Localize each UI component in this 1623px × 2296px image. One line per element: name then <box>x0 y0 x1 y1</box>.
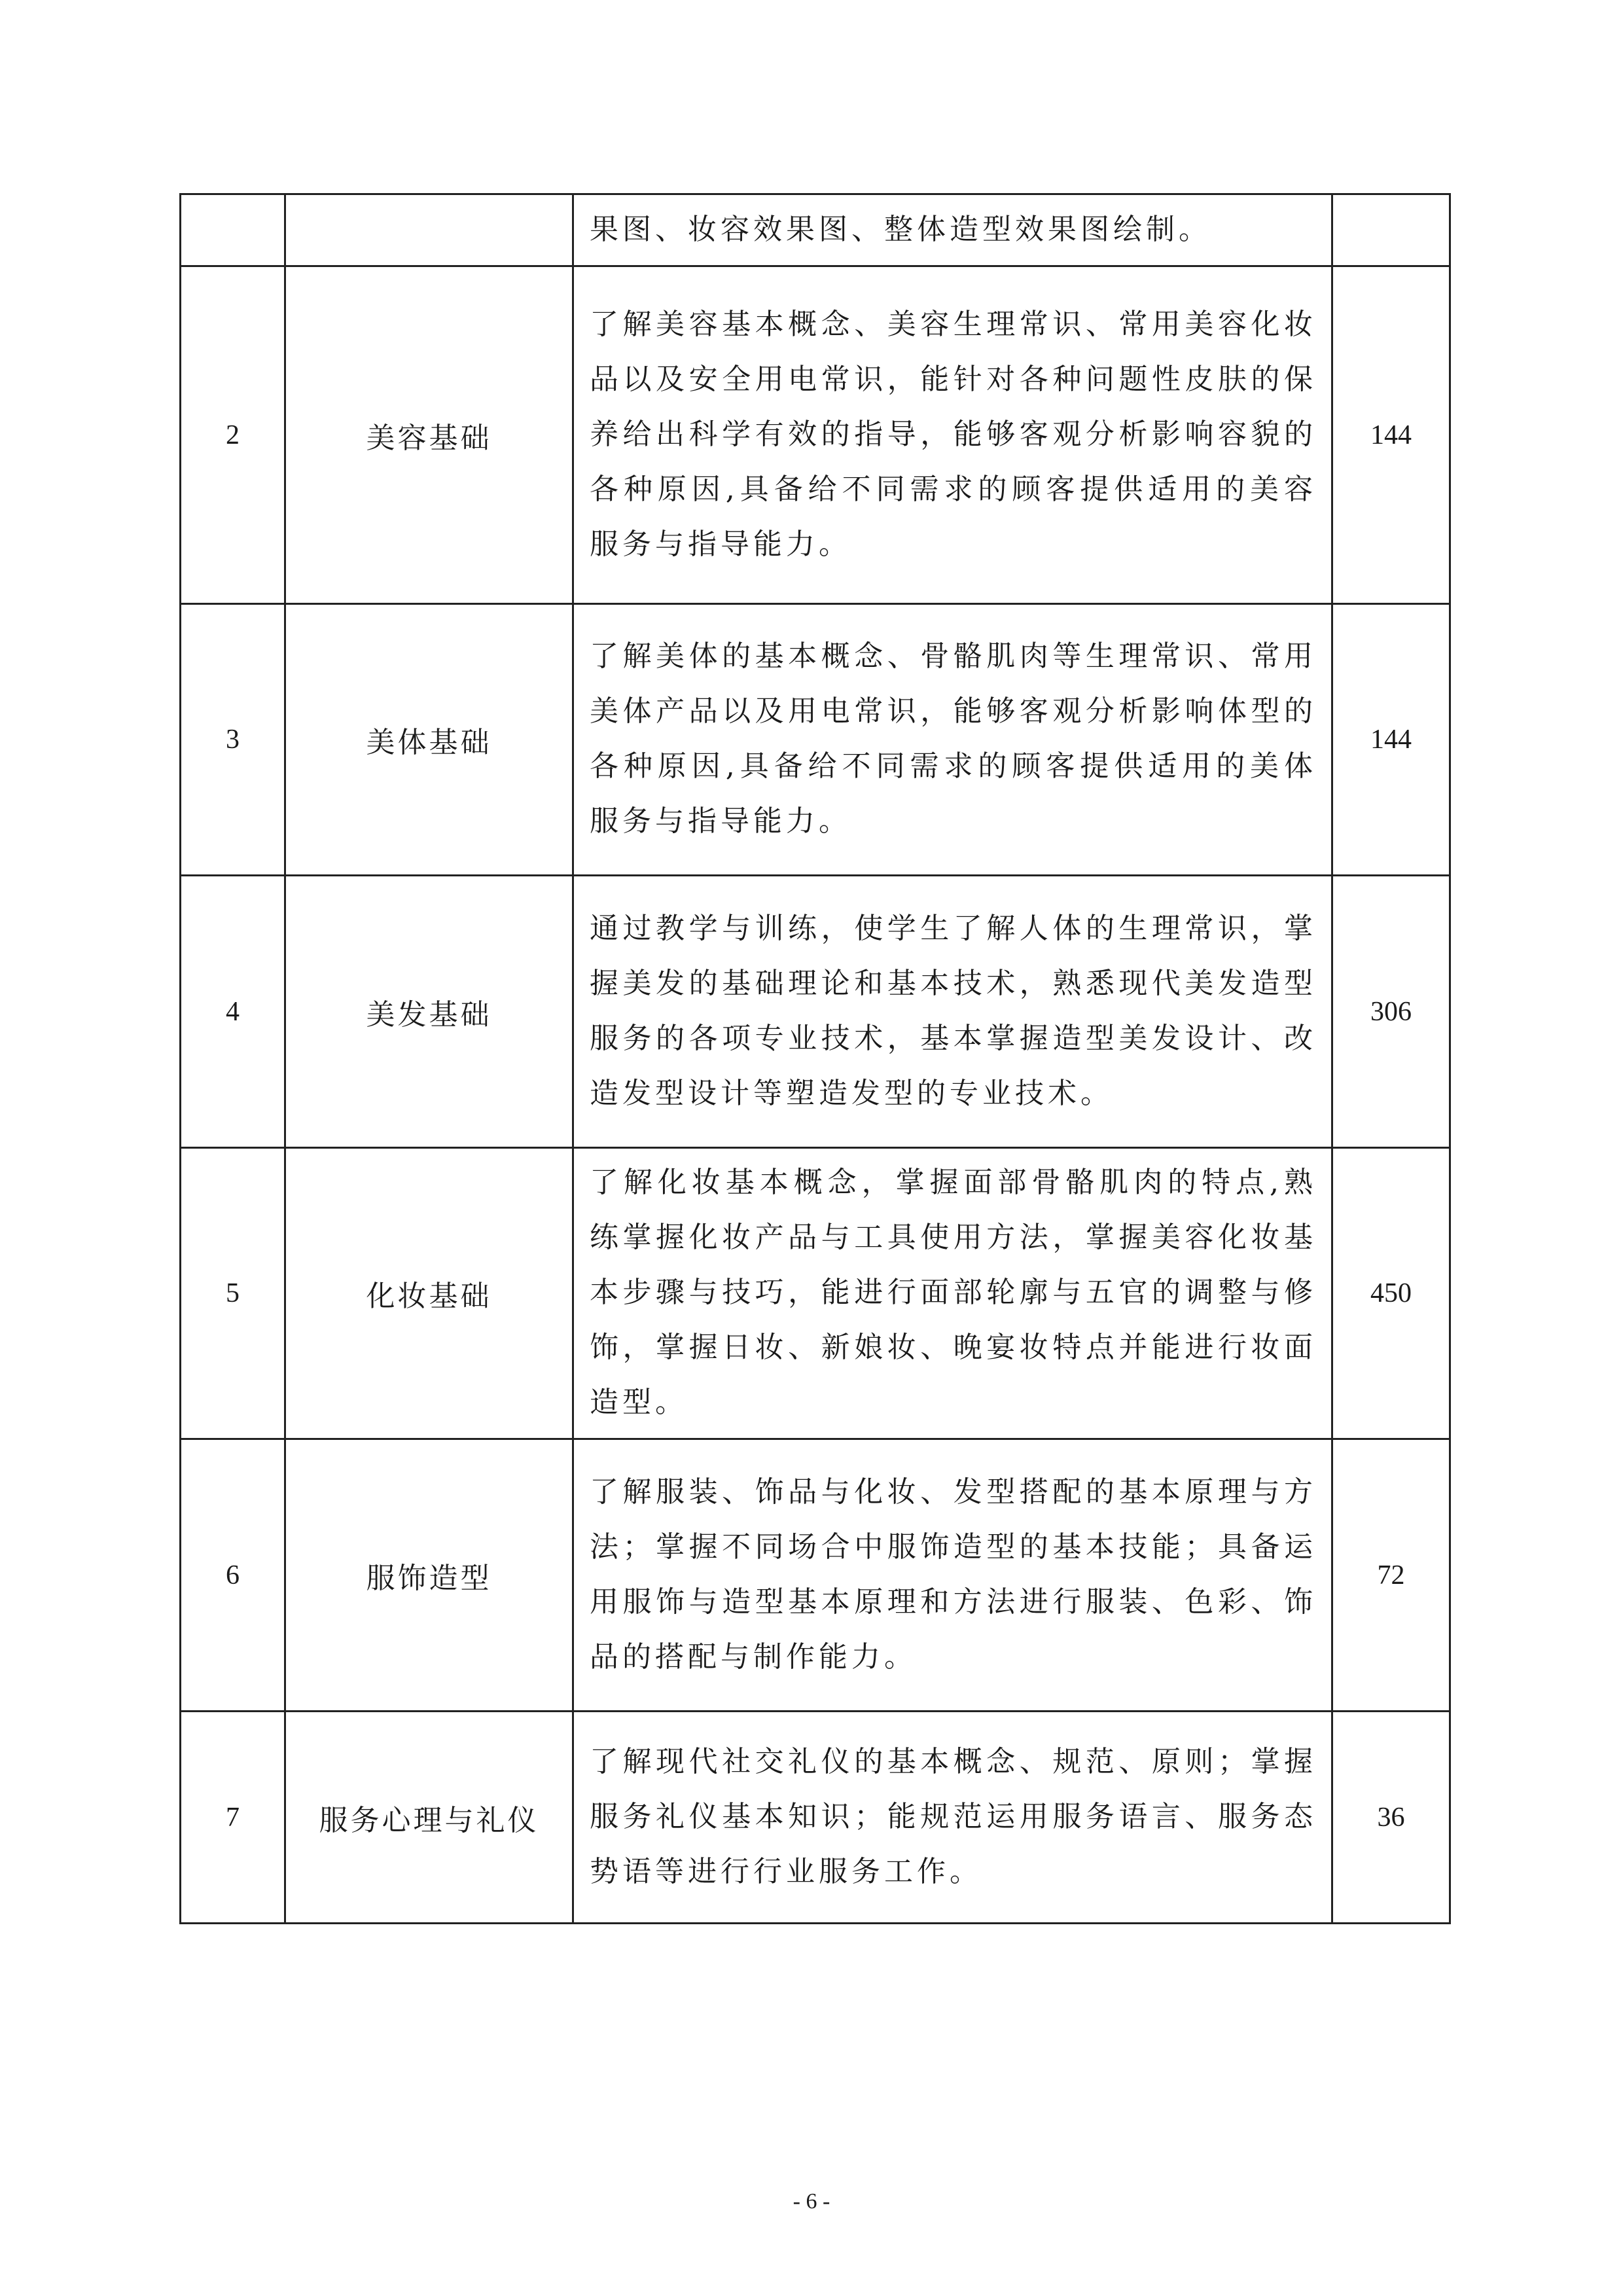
table-row <box>181 266 1450 604</box>
course-name: 美体基础 <box>285 604 573 876</box>
course-name <box>285 194 573 266</box>
row-number: 5 <box>181 1148 285 1439</box>
table-row <box>181 1148 1450 1439</box>
course-hours: 36 <box>1332 1712 1450 1924</box>
row-number: 2 <box>181 266 285 604</box>
course-name: 美容基础 <box>285 266 573 604</box>
course-hours: 450 <box>1332 1148 1450 1439</box>
course-description: 了解美容基本概念、美容生理常识、常用美容化妆品以及安全用电常识，能针对各种问题性皮肤的保养给出科学有效的指导，能够客观分析影响容貌的各种原因,具备给不同需求的顾客提供适用的美容服务与指导能力。 <box>573 266 1332 604</box>
row-number: 7 <box>181 1712 285 1924</box>
table-row <box>181 194 1450 266</box>
course-table <box>179 193 1451 1924</box>
course-name: 美发基础 <box>285 876 573 1148</box>
table-row <box>181 876 1450 1148</box>
table-row <box>181 1712 1450 1924</box>
row-number: 3 <box>181 604 285 876</box>
course-hours: 144 <box>1332 266 1450 604</box>
course-hours: 306 <box>1332 876 1450 1148</box>
table-row <box>181 1439 1450 1712</box>
course-hours: 144 <box>1332 604 1450 876</box>
course-name: 化妆基础 <box>285 1148 573 1439</box>
course-description: 了解化妆基本概念，掌握面部骨骼肌肉的特点,熟练掌握化妆产品与工具使用方法，掌握美容化妆基本步骤与技巧，能进行面部轮廓与五官的调整与修饰，掌握日妆、新娘妆、晚宴妆特点并能进行妆面造型。 <box>573 1148 1332 1439</box>
course-description: 通过教学与训练，使学生了解人体的生理常识，掌握美发的基础理论和基本技术，熟悉现代美发造型服务的各项专业技术，基本掌握造型美发设计、改造发型设计等塑造发型的专业技术。 <box>573 876 1332 1148</box>
course-name: 服饰造型 <box>285 1439 573 1712</box>
course-name: 服务心理与礼仪 <box>285 1712 573 1924</box>
row-number: 4 <box>181 876 285 1148</box>
course-hours: 72 <box>1332 1439 1450 1712</box>
row-number: 6 <box>181 1439 285 1712</box>
course-description: 了解现代社交礼仪的基本概念、规范、原则；掌握服务礼仪基本知识；能规范运用服务语言、服务态势语等进行行业服务工作。 <box>573 1712 1332 1924</box>
course-description: 了解美体的基本概念、骨骼肌肉等生理常识、常用美体产品以及用电常识，能够客观分析影响体型的各种原因,具备给不同需求的顾客提供适用的美体服务与指导能力。 <box>573 604 1332 876</box>
page-number: - 6 - <box>793 2189 830 2214</box>
course-description: 了解服装、饰品与化妆、发型搭配的基本原理与方法；掌握不同场合中服饰造型的基本技能；具备运用服饰与造型基本原理和方法进行服装、色彩、饰品的搭配与制作能力。 <box>573 1439 1332 1712</box>
course-hours <box>1332 194 1450 266</box>
row-number <box>181 194 285 266</box>
table-row <box>181 604 1450 876</box>
course-description: 果图、妆容效果图、整体造型效果图绘制。 <box>573 194 1332 266</box>
